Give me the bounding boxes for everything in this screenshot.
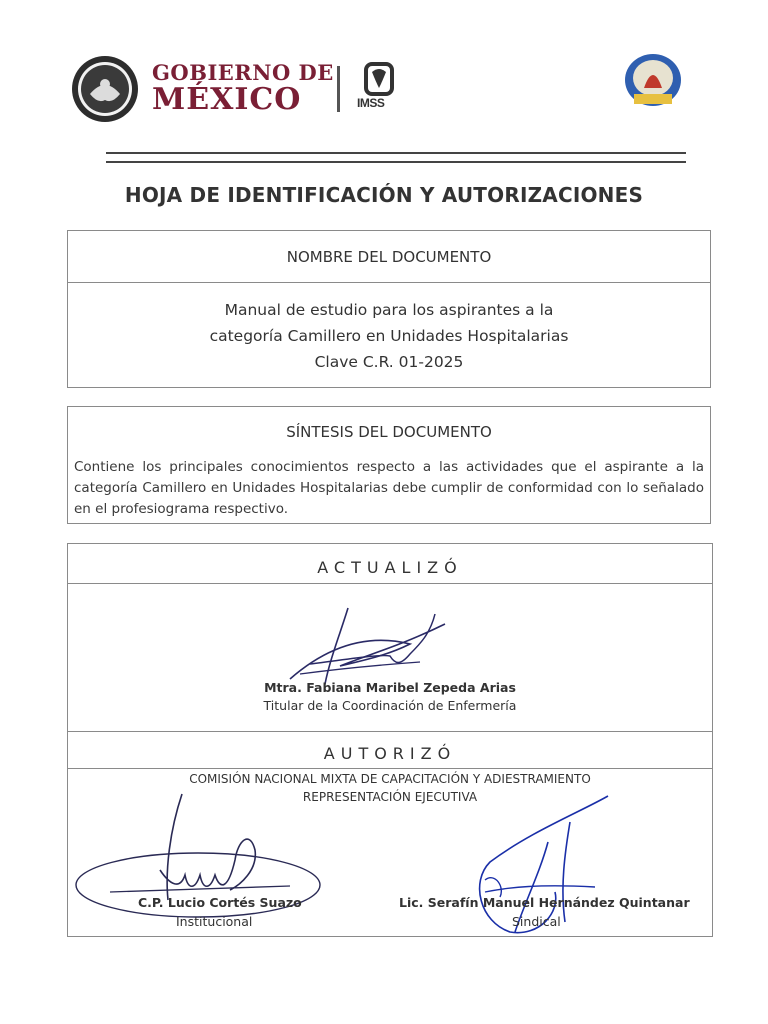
institutional-signer-role: Institucional: [176, 914, 253, 929]
updated-signer-role: Titular de la Coordinación de Enfermería: [263, 698, 517, 713]
commission-text: [67, 770, 713, 806]
coat-of-arms-seal-icon: [70, 54, 140, 124]
updated-signer-name: Mtra. Fabiana Maribel Zepeda Arias: [264, 680, 516, 695]
commission-line2: REPRESENTACIÓN EJECUTIVA: [302, 790, 478, 804]
mexico-label: MÉXICO: [152, 82, 302, 117]
section-divider: [67, 768, 713, 769]
union-signer-name: Lic. Serafín Manuel Hernández Quintanar: [399, 895, 690, 910]
updated-heading: ACTUALIZÓ: [317, 558, 463, 577]
header-rule-top: [106, 152, 686, 154]
document-name-body: [68, 283, 710, 375]
header-divider: [337, 66, 340, 112]
signatures-section: [67, 543, 713, 937]
section-divider: [67, 731, 713, 732]
document-name-line1: Manual de estudio para los aspirantes a la: [224, 301, 554, 319]
commission-line1: COMISIÓN NACIONAL MIXTA DE CAPACITACIÓN Y ADIESTRAMIENTO: [189, 772, 591, 786]
union-signer-role: Sindical: [512, 914, 561, 929]
synthesis-heading: SÍNTESIS DEL DOCUMENTO: [286, 423, 492, 441]
document-name-section: [67, 230, 711, 388]
authorized-heading: AUTORIZÓ: [323, 744, 457, 763]
imss-label: IMSS: [357, 96, 385, 110]
document-name-line2: categoría Camillero en Unidades Hospitalarias: [209, 327, 569, 345]
synthesis-section: [67, 406, 711, 524]
section-divider: [67, 583, 713, 584]
institutional-signer-name: C.P. Lucio Cortés Suazo: [138, 895, 302, 910]
synthesis-text: Contiene los principales conocimientos respecto a las actividades que el aspirante a la categoría Camillero en Unidades Hospitalarias debe cumplir de conformidad con lo señalado en el profesiograma respectivo.: [74, 459, 704, 517]
sntss-union-logo-icon: [622, 52, 684, 108]
page-title: HOJA DE IDENTIFICACIÓN Y AUTORIZACIONES: [124, 183, 644, 207]
document-key: Clave C.R. 01-2025: [314, 353, 464, 371]
document-name-heading: NOMBRE DEL DOCUMENTO: [68, 231, 710, 283]
header-rule-bottom: [106, 161, 686, 163]
gobierno-label: GOBIERNO DE: [152, 60, 334, 85]
